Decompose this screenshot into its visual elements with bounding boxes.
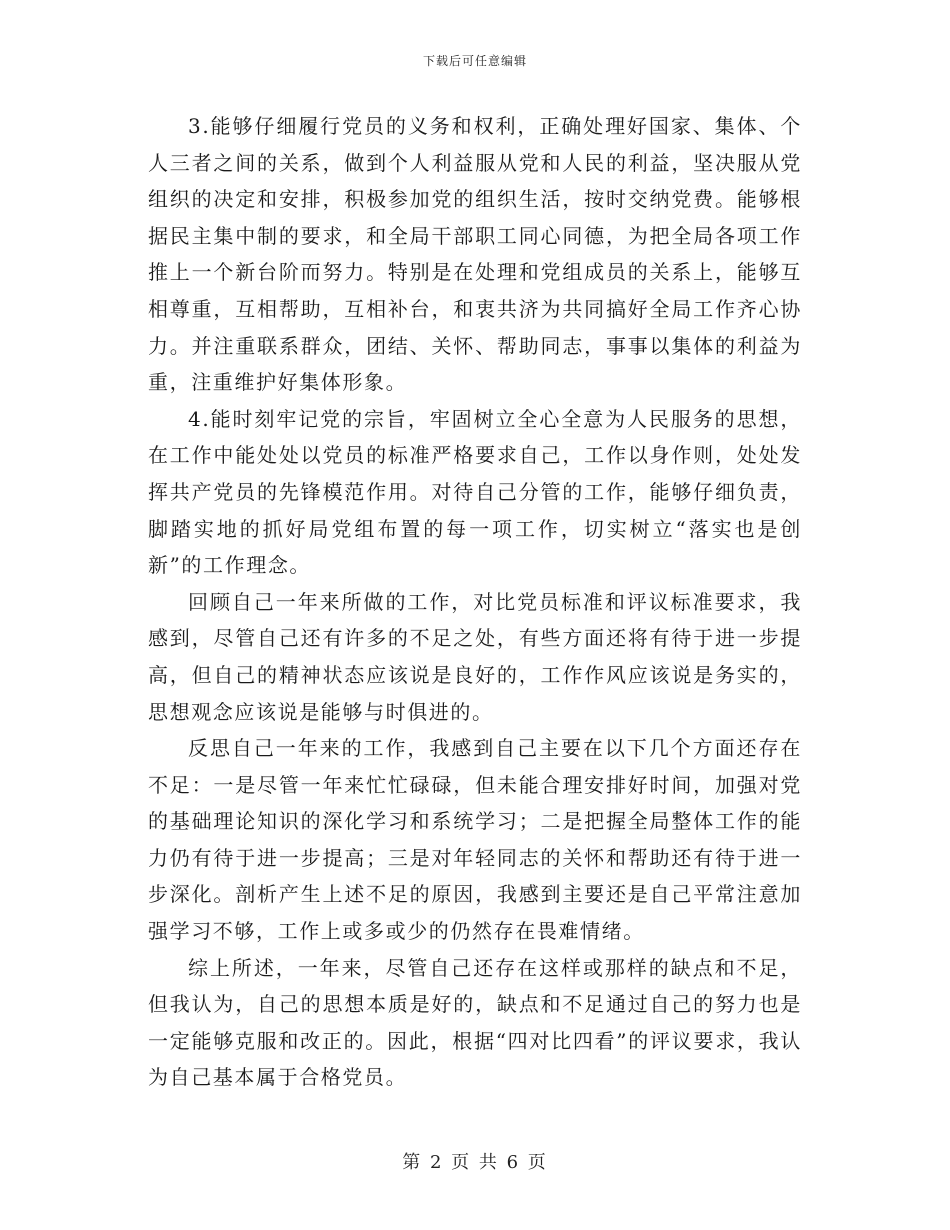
page-header: 下载后可任意编辑 [422,54,527,68]
paragraph-reflection: 反思自己一年来的工作，我感到自己主要在以下几个方面还存在不足：一是尽管一年来忙忙碌碌，但未能合理安排好时间，加强对党的基础理论知识的深化学习和系统学习；二是把握全局整体工作的能力仍有待于进一步提高；三是对年轻同志的关怀和帮助还有待于进一步深化。剖析产生上述不足的原因，我感到主要还是自己平常注意加强学习不够，工作上或多或少的仍然存在畏难情绪。 [148,736,802,944]
document-body [148,108,802,1096]
page-number-footer: 第 2 页 共 6 页 [402,1152,548,1173]
paragraph-conclusion: 综上所述，一年来，尽管自己还存在这样或那样的缺点和不足，但我认为，自己的思想本质是好的，缺点和不足通过自己的努力也是一定能够克服和改正的。因此，根据“四对比四看”的评议要求，我认为自己基本属于合格党员。 [148,955,802,1090]
paragraph-item-3: 3.能够仔细履行党员的义务和权利，正确处理好国家、集体、个人三者之间的关系，做到个人利益服从党和人民的利益，坚决服从党组织的决定和安排，积极参加党的组织生活，按时交纳党费。能够根据民主集中制的要求，和全局干部职工同心同德，为把全局各项工作推上一个新台阶而努力。特别是在处理和党组成员的关系上，能够互相尊重，互相帮助，互相补台，和衷共济为共同搞好全局工作齐心协力。并注重联系群众，团结、关怀、帮助同志，事事以集体的利益为重，注重维护好集体形象。 [148,114,802,395]
paragraph-review: 回顾自己一年来所做的工作，对比党员标准和评议标准要求，我感到，尽管自己还有许多的不足之处，有些方面还将有待于进一步提高，但自己的精神状态应该说是良好的，工作作风应该说是务实的，思想观念应该说是能够与时俱进的。 [148,589,802,724]
paragraph-item-4: 4.能时刻牢记党的宗旨，牢固树立全心全意为人民服务的思想，在工作中能处处以党员的标准严格要求自己，工作以身作则，处处发挥共产党员的先锋模范作用。对待自己分管的工作，能够仔细负责，脚踏实地的抓好局党组布置的每一项工作，切实树立“落实也是创新”的工作理念。 [148,406,802,578]
